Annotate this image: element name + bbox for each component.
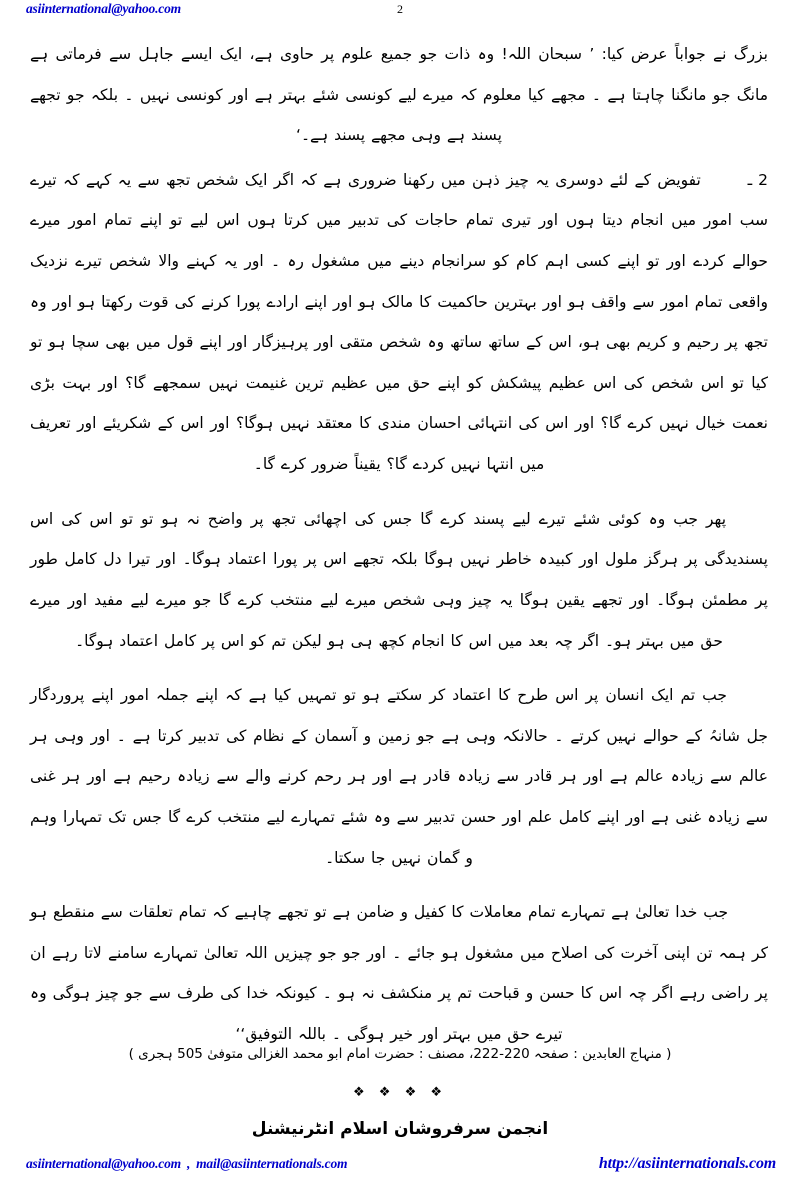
paragraph-text: جب تم ایک انسان پر اس طرح کا اعتماد کر سکتے ہو تو تمہیں کیا ہے کہ اپنے جملہ امور اپنے پروردگار جل شانہُ کے حوالے نہیں کرتے ۔ حالانکہ وہی ہے جو زمین و آسمان کے نظام کی تدبیر کرتا ہے ۔ اور وہی ہر عالم سے زیادہ عالم ہے اور ہر قادر سے زیادہ قادر ہے اور ہر رحم کرنے والے سے زیادہ رحیم ہے اور ہر غنی سے زیادہ غنی ہے اور اپنے کامل علم اور حسن تدبیر سے وہ شئے تمہارے لیے منتخب کرے گا جس تک تمہارا وہم و گمان نہیں جا سکتا۔ <box>30 686 768 867</box>
footer-email-primary-link[interactable]: asiinternational@yahoo.com <box>26 1156 181 1172</box>
source-citation: ( منہاج العابدین : صفحہ 220-222، مصنف : حضرت امام ابو محمد الغزالی متوفیٰ 505 ہجری ) <box>128 1046 672 1062</box>
header-email-link[interactable]: asiinternational@yahoo.com <box>26 1 181 16</box>
page-header <box>0 0 800 26</box>
document-body <box>30 34 768 1059</box>
footer-email-secondary-link[interactable]: mail@asiinternationals.com <box>196 1156 348 1172</box>
paragraph-quote-elder <box>30 34 768 156</box>
page-footer <box>0 1118 800 1180</box>
paragraph-phir-jab <box>30 499 768 661</box>
paragraph-text: پھر جب وہ کوئی شئے تیرے لیے پسند کرے گا جس کی اچھائی تجھ پر واضح نہ ہو تو تو اس کی اس پسندیدگی پر ہرگز ملول اور کبیدہ خاطر نہیں ہوگا بلکہ تجھے اس پر پورا اعتماد ہوگا۔ اور تیرا دل کامل طور پر مطمئن ہوگا۔ اور تجھے یقین ہوگا یہ چیز وہی شخص میرے لیے منتخب کرے گا جو میرے لیے مفید اور میرے حق میں بہتر ہو۔ اگر چہ بعد میں اس کا انجام کچھ ہی ہو لیکن تم کو اس پر کامل اعتماد ہوگا۔ <box>30 509 768 650</box>
diamond-ornament-icon: ❖ <box>352 1085 370 1100</box>
paragraph-text: تفویض کے لئے دوسری یہ چیز ذہن میں رکھنا ضروری ہے کہ اگر ایک شخص تجھ سے یہ کہے کہ تیرے سب امور میں انجام دیتا ہوں اور تیری تمام حاجات کی تدبیر میں کرتا ہوں اس لیے تو اپنے تمام امور میرے حوالے کردے اور تو اپنے کسی اہم کام کو سرانجام دینے میں مشغول رہ ۔ اور یہ کہنے والا شخص تیرے نزدیک واقعی تمام امور سے واقف ہو اور بہترین حاکمیت کا مالک ہو اور اپنے ارادے پورا کرنے کی قوت رکھتا ہو اور وہ تجھ پر رحیم و کریم بھی ہو، اس کے ساتھ ساتھ وہ شخص متقی اور پرہیزگار اور اپنے قول میں بھی سچا ہو تو کیا تو اس شخص کی اس عظیم پیشکش کو اپنے حق میں عظیم ترین غنیمت نہیں سمجھے گا؟ اور بہت بڑی نعمت خیال نہیں کرے گا؟ اور اس کی انتہائی احسان مندی کا معتقد نہیں ہوگا؟ اور اس کے شکریئے اور تعریف میں انتہا نہیں کردے گا؟ یقیناً ضرور کرے گا۔ <box>30 170 768 474</box>
email-separator: , <box>186 1156 191 1172</box>
paragraph-jab-tum <box>30 675 768 878</box>
paragraph-text: جب خدا تعالیٰ ہے تمہارے تمام معاملات کا کفیل و ضامن ہے تو تجھے چاہیے کہ تمام تعلقات سے منقطع ہو کر ہمہ تن اپنی آخرت کی اصلاح میں مشغول ہو جائے ۔ اور جو جو چیزیں اللہ تعالیٰ تمہارے سامنے لاتا رہے ان پر راضی رہے اگر چہ اس کا حسن و قباحت تم پر منکشف نہ ہو ۔ کیونکہ خدا کی طرف سے جو چیز ہوگی وہ تیرے حق میں بہتر اور خیر ہوگی ۔ باللہ التوفیق‘‘ <box>30 903 768 1044</box>
paragraph-jab-khuda <box>30 892 768 1054</box>
footer-links <box>0 1156 800 1180</box>
list-number-marker: 2 ـ <box>747 170 768 189</box>
paragraph-text: بزرگ نے جواباً عرض کیا: ’ سبحان اللہ! وہ ذات جو جمیع علوم پر حاوی ہے، ایک ایسے جاہل سے فرماتی ہے مانگ جو مانگنا چاہتا ہے ۔ مجھے کیا معلوم کہ میرے لیے کونسی شئے بہتر ہے اور کونسی نہیں ۔ بلکہ جو تجھے پسند ہے وہی مجھے پسند ہے۔‘ <box>30 45 768 145</box>
organization-name: انجمن سرفروشان اسلام انٹرنیشنل <box>251 1119 549 1139</box>
diamond-ornament-icon: ❖ <box>404 1085 422 1100</box>
paragraph-numbered-2 <box>30 160 768 485</box>
footer-email-group <box>26 1156 347 1172</box>
footer-website-link[interactable]: http://asiinternationals.com <box>598 1155 776 1173</box>
diamond-ornament-icon: ❖ <box>378 1085 396 1100</box>
ornament-divider <box>0 1086 800 1099</box>
page-number: 2 <box>397 2 403 16</box>
diamond-ornament-icon: ❖ <box>430 1085 448 1100</box>
